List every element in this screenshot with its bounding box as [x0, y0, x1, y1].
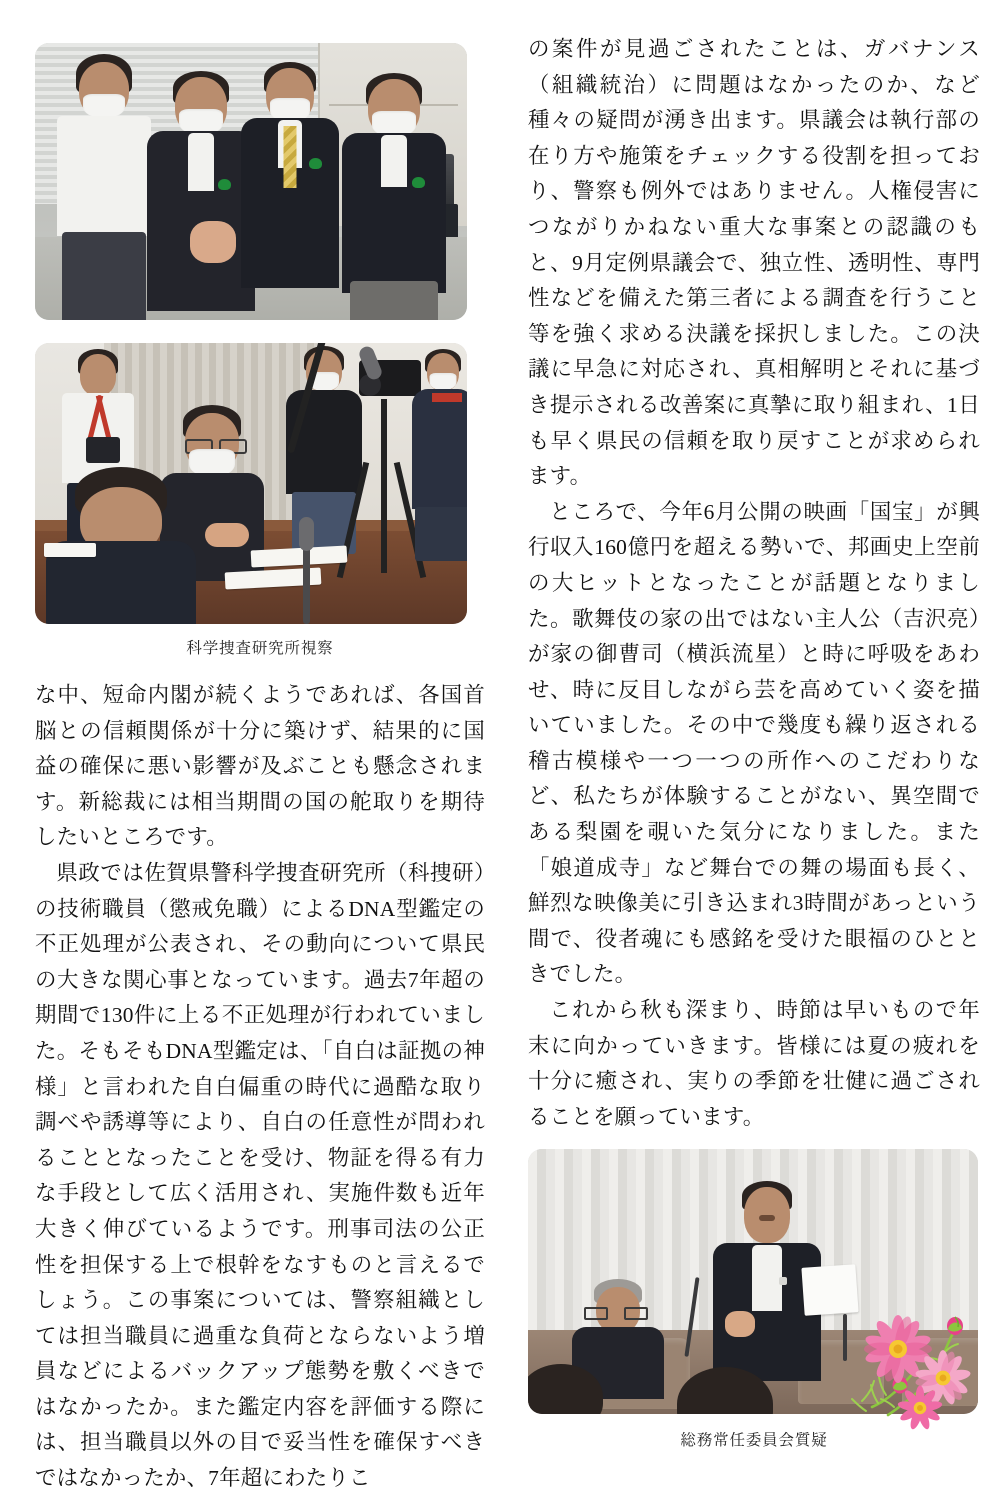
photo-press-conference: [35, 343, 467, 624]
photo-lab-inspection: [35, 43, 467, 320]
photo-lab-scene: [35, 43, 467, 320]
paragraph-right-3: これから秋も深まり、時節は早いもので年末に向かっていきます。皆様には夏の疲れを十分に癒され、実りの季節を壮健に過ごされることを願っています。: [528, 998, 980, 1129]
committee-microphone-right: [843, 1314, 847, 1362]
caption-committee-question: 総務常任委員会質疑: [680, 1431, 828, 1450]
tripod-leg-center: [381, 399, 387, 573]
person-striped-tie: [238, 62, 342, 297]
table-document-3: [44, 543, 96, 557]
person-white-shirt: [52, 54, 156, 320]
right-column: [528, 0, 980, 1450]
paragraph-left-2: 県政では佐賀県警科学捜査研究所（科捜研）の技術職員（懲戒免職）によるDNA型鑑定の不正処理が公表され、その動向について県民の大きな関心事となっています。過去7年超の期間で130件に上る不正処理が行われていました。そもそもDNA型鑑定は、「自白は証拠の神様」と言われた自白偏重の時代に過酷な取り調べや誘導等により、自白の任意性が問われることとなったことを受け、物証を得る有力な手段として広く活用され、実施件数も近年大きく伸びているようです。刑事司法の公正性を担保する上で根幹をなすものと言えるでしょう。この事案については、警察組織としては担当職員に過重な負荷とならないよう増員などによるバックアップ態勢を敷くべきではなかったか。また鑑定内容を評価する際には、担当職員以外の目で妥当性を確保すべきではなかったか、7年超にわたりこ: [35, 860, 485, 1491]
photo-press-scene: [35, 343, 467, 624]
caption-lab-inspection: 科学捜査研究所視察: [186, 639, 334, 657]
person-reporter-right: [415, 349, 467, 563]
paragraph-right-1: の案件が見過ごされたことは、ガバナンス（組織統治）に問題はなかったのか、など種々の疑問が湧き出ます。県議会は執行部の在り方や施策をチェックする役割を担っており、警察も例外ではありません。人権侵害につながりかねない重大な事案との認識のもと、9月定例県議会で、独立性、透明性、専門性などを備えた第三者による調査を行うこと等を強く求める決議を採択しました。この決議に早急に対応され、真相解明とそれに基づき提示される改善案に真摯に取り組まれ、1日も早く県民の信頼を取り戻すことが求められます。: [528, 37, 980, 489]
person-right-suit: [337, 73, 449, 320]
photo-committee-scene: [528, 1149, 978, 1414]
left-column: [35, 0, 485, 1497]
desk-microphone-head: [299, 517, 314, 551]
committee-seat-right: [902, 1338, 979, 1407]
paragraph-right-2: ところで、今年6月公開の映画「国宝」が興行収入160億円を超える勢いで、邦画史上空前の大ヒットとなったことが話題となりました。歌舞伎の家の出ではない主人公（吉沢亮）が家の御曹司（横浜流星）と時に呼吸をあわせ、時に反目しながら芸を高めていく姿を描いていました。その中で幾度も繰り返される稽古模様や一つ一つの所作へのこだわりなど、私たちが体験することがない、異空間である梨園を覗いた気分になりました。また「娘道成寺」など舞台での舞の場面も長く、鮮烈な映像美に引き込まれ3時間があっという間で、役者魂にも感銘を受けた眼福のひとときでした。: [528, 499, 980, 987]
paragraph-left-1: な中、短命内閣が続くようであれば、各国首脳との信頼関係が十分に築けず、結果的に国益の確保に悪い影響が及ぶことも懸念されます。新総裁には相当期間の国の舵取りを期待したいところです。: [35, 683, 485, 850]
speaker-document: [801, 1264, 858, 1316]
desk-microphone-stand: [303, 540, 310, 624]
photo-committee-question: [528, 1149, 978, 1414]
